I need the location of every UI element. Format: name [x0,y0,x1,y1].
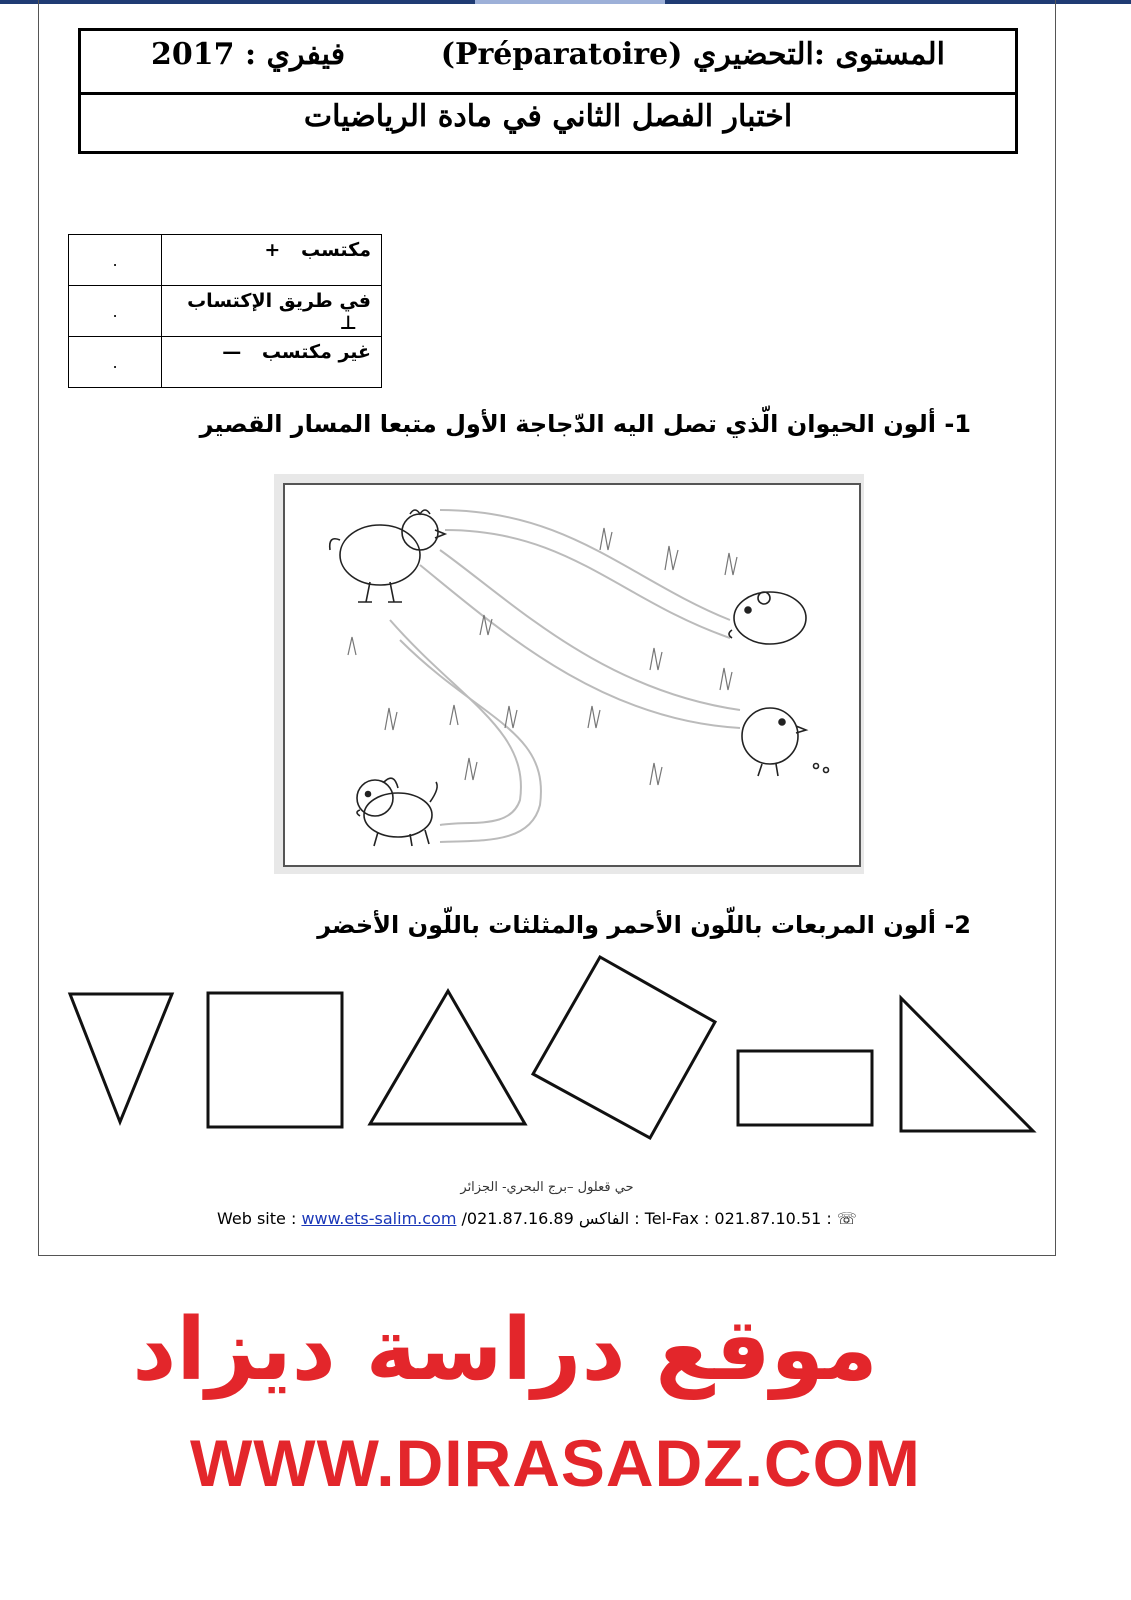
header-row-title [81,95,1015,151]
legend-label: مكتسب [300,239,371,261]
legend-label: في طريق الإكتساب [187,290,371,312]
exam-title: اختبار الفصل الثاني في مادة الرياضيات [303,99,793,134]
legend-label: غير مكتسب [261,341,371,363]
up-tack-icon: ⊥ [339,312,357,334]
rectangle-shape[interactable] [738,1051,872,1125]
triangle-shape[interactable] [901,998,1033,1131]
footer-contact [217,1209,857,1228]
triangle-shape[interactable] [370,991,525,1124]
question-2: 2- ألون المربعات باللّون الأحمر والمثلثات باللّون الأخضر [317,911,971,939]
website-prefix: Web site : [217,1209,302,1228]
plus-icon: + [264,239,281,261]
legend-mark-cell: . [69,235,162,286]
legend-row [69,286,382,337]
legend-mark-cell: . [69,286,162,337]
minus-icon: — [222,341,242,363]
level-label: المستوى :التحضيري (Préparatoire) [440,37,945,72]
watermark-arabic: موقع دراسة ديزاد [132,1300,878,1400]
triangle-shape[interactable] [70,994,172,1122]
hen-path-maze-image [270,470,870,882]
legend-row [69,235,382,286]
date-label: فيفري : 2017 [151,37,346,72]
header-row-info [81,31,1015,95]
square-shape[interactable] [533,957,715,1138]
square-shape[interactable] [208,993,342,1127]
question-1: 1- ألون الحيوان الّذي تصل اليه الدّجاجة الأول متبعا المسار القصير [199,410,971,438]
legend-row [69,337,382,388]
legend-label-cell [162,337,382,388]
watermark-url: WWW.DIRASADZ.COM [190,1426,921,1500]
legend-mark-cell: . [69,337,162,388]
website-link[interactable]: www.ets-salim.com [301,1209,457,1228]
phone-fax-text: /021.87.16.89 الفاكس : Tel-Fax : 021.87.10.51 : ☏ [456,1209,857,1228]
maze-frame [284,484,860,866]
legend-label-cell [162,286,382,337]
shapes-exercise [60,950,1050,1150]
legend-label-cell [162,235,382,286]
assessment-legend [68,234,382,388]
footer-address: حي قعلول –برج البحري- الجزائر [460,1180,634,1195]
exam-header [78,28,1018,154]
